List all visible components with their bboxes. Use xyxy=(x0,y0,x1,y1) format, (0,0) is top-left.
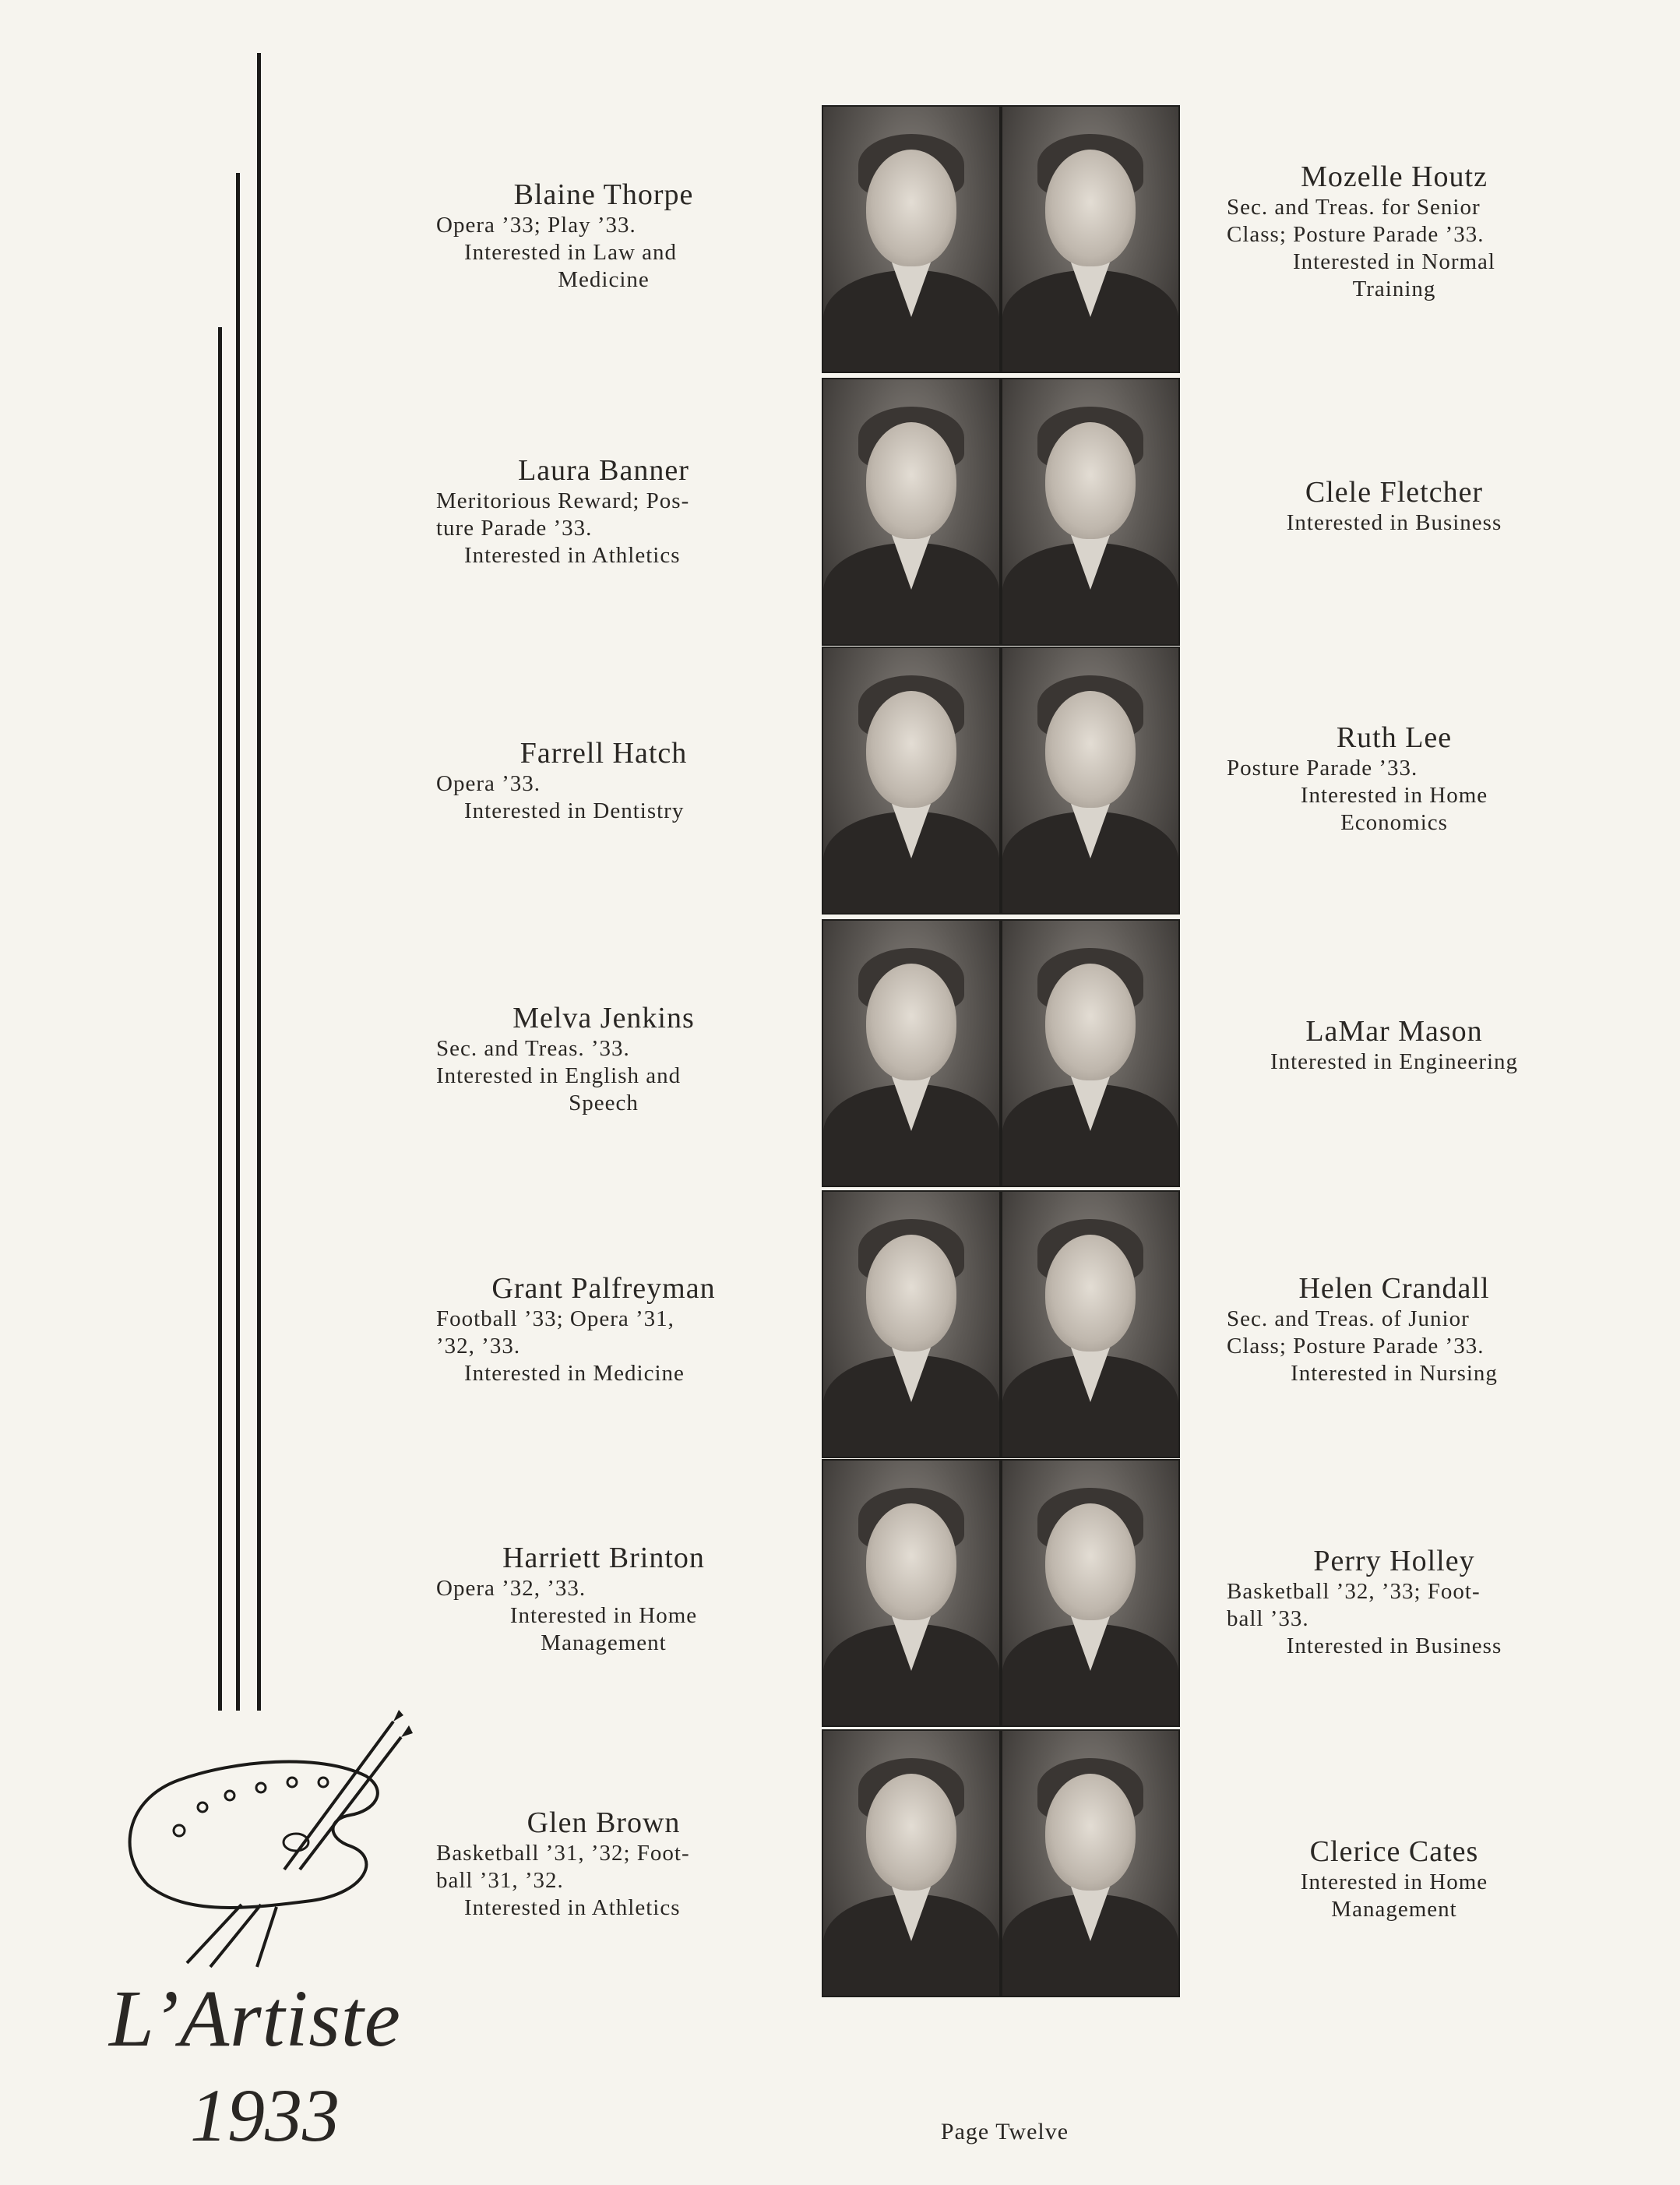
student-detail: Sec. and Treas. for Senior xyxy=(1227,195,1481,220)
page-number: Page Twelve xyxy=(940,2119,1069,2144)
student-detail: Interested in Dentistry xyxy=(464,798,685,823)
student-detail: Interested in English and xyxy=(436,1063,682,1088)
student-detail: Interested in Law and xyxy=(464,240,678,265)
student-entry xyxy=(436,178,771,294)
student-detail: ball ’31, ’32. xyxy=(436,1868,564,1893)
portrait-photo xyxy=(822,647,1001,915)
student-entry xyxy=(436,736,771,825)
student-entry xyxy=(436,1541,771,1657)
student-detail: Sec. and Treas. of Junior xyxy=(1227,1306,1470,1331)
student-name: Perry Holley xyxy=(1313,1545,1475,1577)
palette-icon xyxy=(117,1706,421,1971)
student-detail: Management xyxy=(541,1630,667,1655)
student-detail: Basketball ’32, ’33; Foot- xyxy=(1227,1579,1481,1604)
student-entry xyxy=(436,1271,771,1387)
student-name: Clele Fletcher xyxy=(1305,476,1484,509)
student-detail: Basketball ’31, ’32; Foot- xyxy=(436,1841,690,1866)
student-detail: Management xyxy=(1331,1897,1457,1922)
student-detail: Speech xyxy=(569,1091,639,1115)
student-name: Farrell Hatch xyxy=(519,737,688,770)
decorative-rule xyxy=(218,327,222,1711)
student-detail: ball ’33. xyxy=(1227,1606,1309,1631)
student-entry xyxy=(1227,475,1562,537)
portrait-photo xyxy=(822,105,1001,373)
student-detail: Opera ’33. xyxy=(436,771,541,796)
student-entry xyxy=(436,1806,771,1922)
portrait-photo xyxy=(1001,1729,1180,1997)
student-detail: ture Parade ’33. xyxy=(436,516,593,541)
student-detail: Sec. and Treas. ’33. xyxy=(436,1036,630,1061)
student-detail: Class; Posture Parade ’33. xyxy=(1227,222,1485,247)
student-detail: Opera ’32, ’33. xyxy=(436,1576,586,1601)
student-detail: Interested in Home xyxy=(1300,783,1488,808)
student-detail: Interested in Normal xyxy=(1293,249,1495,274)
student-detail: Interested in Engineering xyxy=(1270,1049,1519,1074)
student-entry xyxy=(1227,160,1562,303)
student-name: Melva Jenkins xyxy=(512,1002,695,1034)
student-entry xyxy=(1227,1544,1562,1660)
student-name: Blaine Thorpe xyxy=(513,178,694,211)
student-detail: Economics xyxy=(1340,810,1448,835)
student-detail: Interested in Athletics xyxy=(464,543,681,568)
portrait-photo xyxy=(822,1190,1001,1458)
portrait-photo xyxy=(1001,378,1180,646)
student-detail: Posture Parade ’33. xyxy=(1227,756,1418,781)
portrait-photo xyxy=(1001,919,1180,1187)
student-detail: Interested in Nursing xyxy=(1291,1361,1498,1386)
student-name: Laura Banner xyxy=(518,454,689,487)
student-entry xyxy=(436,1001,771,1117)
portrait-photo xyxy=(1001,1190,1180,1458)
portrait-photo xyxy=(1001,105,1180,373)
brand-title: L’Artiste xyxy=(109,1974,401,2063)
portrait-photo xyxy=(822,378,1001,646)
student-entry xyxy=(436,453,771,569)
student-detail: Interested in Business xyxy=(1286,510,1502,535)
portrait-photo xyxy=(822,1729,1001,1997)
student-detail: Interested in Home xyxy=(509,1603,698,1628)
yearbook-brand xyxy=(109,1974,401,2157)
student-detail: Training xyxy=(1352,277,1436,301)
student-entry xyxy=(1227,1014,1562,1076)
portrait-photo xyxy=(1001,1459,1180,1727)
student-detail: Class; Posture Parade ’33. xyxy=(1227,1334,1485,1359)
brand-year: 1933 xyxy=(190,2074,340,2157)
student-detail: Interested in Home xyxy=(1300,1870,1488,1894)
portrait-photo xyxy=(1001,647,1180,915)
student-name: Ruth Lee xyxy=(1336,721,1453,754)
student-name: Helen Crandall xyxy=(1298,1272,1490,1305)
student-entry xyxy=(1227,1271,1562,1387)
portrait-photo xyxy=(822,919,1001,1187)
student-detail: Interested in Athletics xyxy=(464,1895,681,1920)
student-name: Grant Palfreyman xyxy=(491,1272,716,1305)
student-name: LaMar Mason xyxy=(1305,1015,1483,1048)
student-name: Glen Brown xyxy=(527,1806,681,1839)
student-entry xyxy=(1227,1834,1562,1923)
student-name: Mozelle Houtz xyxy=(1301,160,1488,193)
decorative-rule xyxy=(257,53,261,1711)
student-detail: Medicine xyxy=(558,267,650,292)
student-detail: ’32, ’33. xyxy=(436,1334,521,1359)
student-entry xyxy=(1227,721,1562,837)
portrait-photo xyxy=(822,1459,1001,1727)
student-detail: Meritorious Reward; Pos- xyxy=(436,488,690,513)
student-detail: Football ’33; Opera ’31, xyxy=(436,1306,674,1331)
student-detail: Interested in Medicine xyxy=(464,1361,685,1386)
decorative-rule xyxy=(236,173,240,1711)
student-detail: Interested in Business xyxy=(1286,1633,1502,1658)
student-name: Harriett Brinton xyxy=(502,1542,705,1574)
student-name: Clerice Cates xyxy=(1309,1835,1479,1868)
student-detail: Opera ’33; Play ’33. xyxy=(436,213,636,238)
